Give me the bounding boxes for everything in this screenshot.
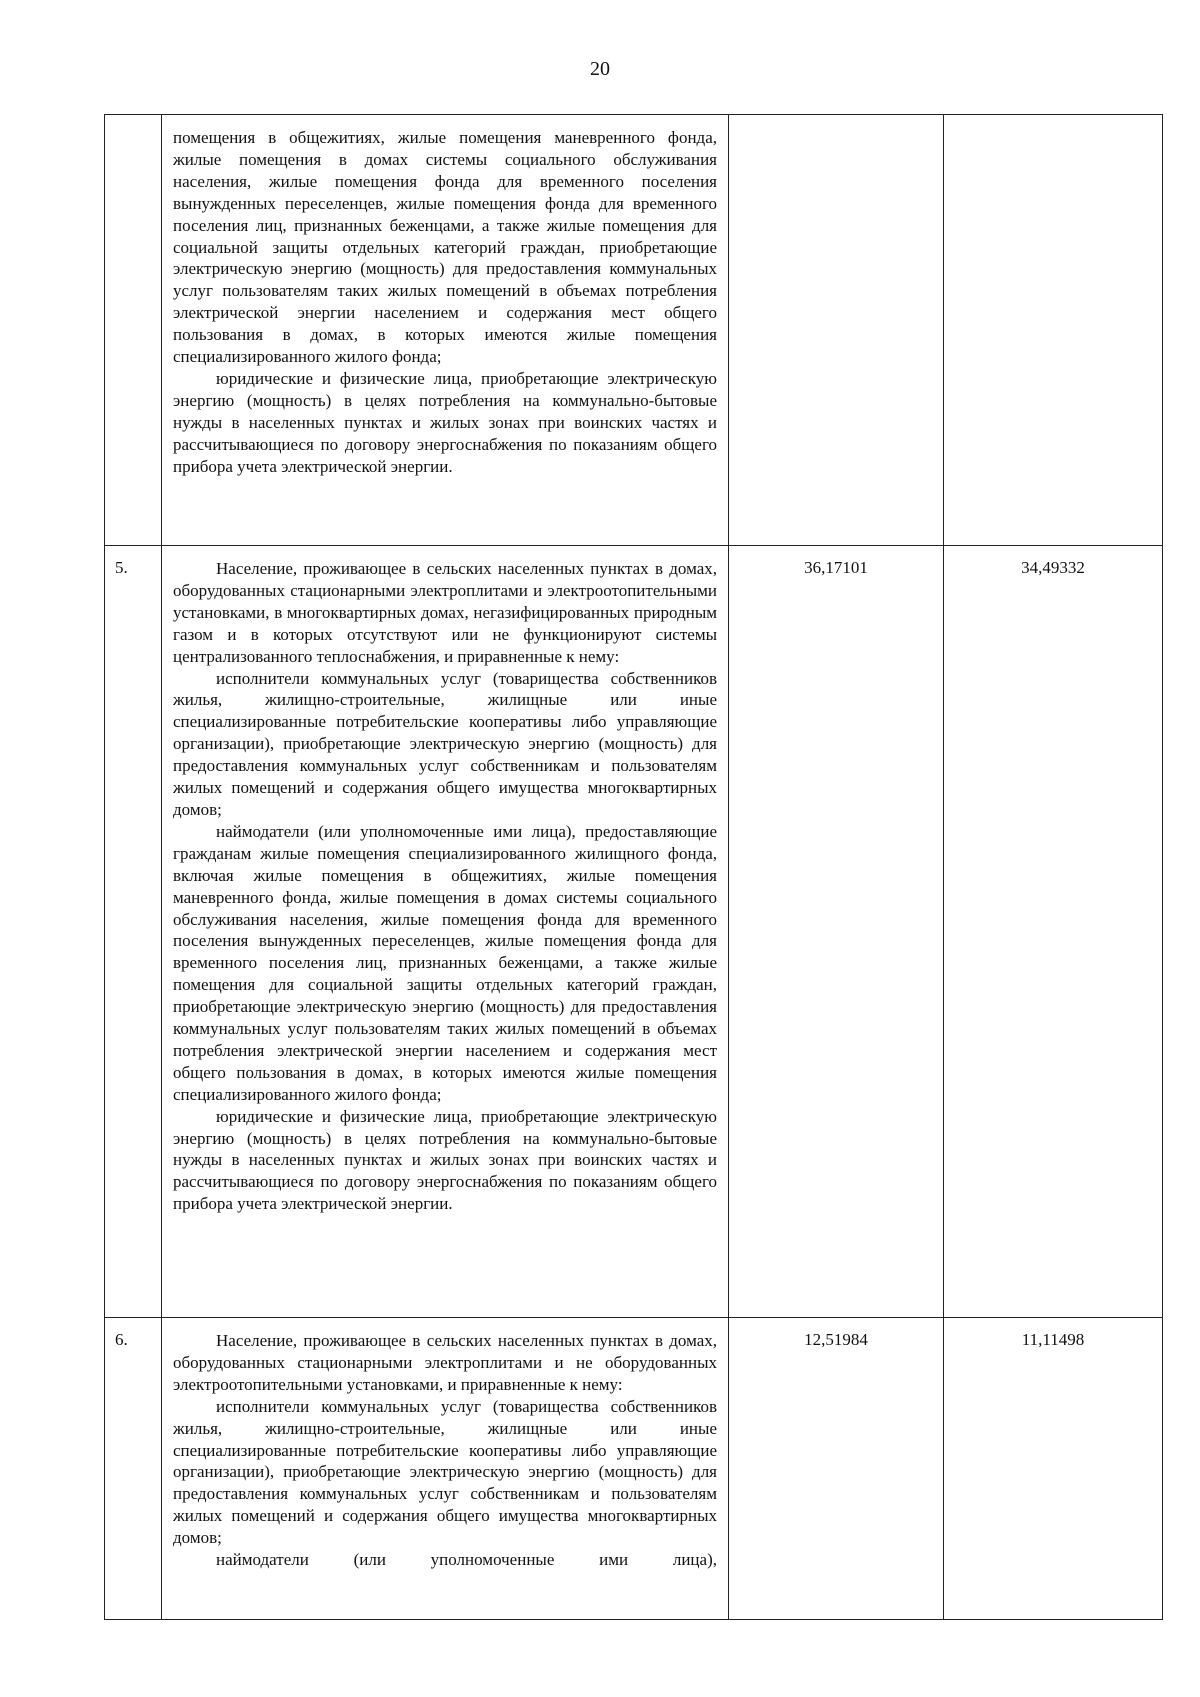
row-number-cell: 5. [105, 546, 162, 1318]
table-row [105, 1318, 1163, 1620]
table-row [105, 115, 1163, 546]
tariff-value-1 [729, 115, 944, 546]
description-cell [162, 546, 729, 1318]
tariff-value-2: 11,11498 [944, 1318, 1163, 1620]
description-paragraph: помещения в общежитиях, жилые помещения маневренного фонда, жилые помещения в домах системы социального обслуживания населения, жилые помещения фонда для временного поселения вынужденных переселенцев, жилые помещения фонда для временного поселения лиц, признанных беженцами, а также жилые помещения для социальной защиты отдельных категорий граждан, приобретающие электрическую энергию (мощность) для предоставления коммунальных услуг пользователям таких жилых помещений в объемах потребления электрической энергии населением и содержания мест общего пользования в домах, в которых имеются жилые помещения специализированного жилого фонда; [173, 128, 717, 367]
description-paragraph: юридические и физические лица, приобретающие электрическую энергию (мощность) в целях потребления на коммунально-бытовые нужды в населенных пунктах и жилых зонах при воинских частях и рассчитывающиеся по договору энергоснабжения по показаниям общего прибора учета электрической энергии. [173, 1106, 717, 1214]
tariff-value-2 [944, 115, 1163, 546]
description-paragraph: наймодатели (или уполномоченные ими лица), предоставляющие гражданам жилые помещения специализированного жилищного фонда, включая жилые помещения в общежитиях, жилые помещения маневренного фонда, жилые помещения в домах системы социального обслуживания населения, жилые помещения фонда для временного поселения вынужденных переселенцев, жилые помещения фонда для временного поселения лиц, признанных беженцами, а также жилые помещения для социальной защиты отдельных категорий граждан, приобретающие электрическую энергию (мощность) для предоставления коммунальных услуг пользователям таких жилых помещений в объемах потребления электрической энергии населением и содержания мест общего пользования в домах, в которых имеются жилые помещения специализированного жилого фонда; [173, 821, 717, 1104]
description-paragraph: исполнители коммунальных услуг (товарищества собственников жилья, жилищно-строительные, жилищные или иные специализированные потребительские кооперативы либо управляющие организации), приобретающие электрическую энергию (мощность) для предоставления коммунальных услуг собственникам и пользователям жилых помещений и содержания общего имущества многоквартирных домов; [173, 668, 717, 819]
description-paragraph: Население, проживающее в сельских населенных пунктах в домах, оборудованных стационарными электроплитами и электроотопительными установками, в многоквартирных домах, негазифицированных природным газом и в которых отсутствуют или не функционируют системы централизованного теплоснабжения, и приравненные к нему: [173, 559, 717, 666]
table-row [105, 546, 1163, 1318]
description-paragraph: наймодатели (или уполномоченные ими лица), [216, 1550, 717, 1570]
description-paragraph: Население, проживающее в сельских населенных пунктах в домах, оборудованных стационарными электроплитами и не оборудованных электроотопительными установками, и приравненные к нему: [173, 1331, 717, 1394]
description-cell [162, 1318, 729, 1620]
description-cell [162, 115, 729, 546]
description-paragraph: юридические и физические лица, приобретающие электрическую энергию (мощность) в целях потребления на коммунально-бытовые нужды в населенных пунктах и жилых зонах при воинских частях и рассчитывающиеся по договору энергоснабжения по показаниям общего прибора учета электрической энергии. [173, 368, 717, 476]
row-number-cell: 6. [105, 1318, 162, 1620]
tariff-value-2: 34,49332 [944, 546, 1163, 1318]
description-paragraph: исполнители коммунальных услуг (товарищества собственников жилья, жилищно-строительные, жилищные или иные специализированные потребительские кооперативы либо управляющие организации), приобретающие электрическую энергию (мощность) для предоставления коммунальных услуг собственникам и пользователям жилых помещений и содержания общего имущества многоквартирных домов; [173, 1396, 717, 1548]
tariff-table [104, 114, 1163, 1620]
row-number-cell [105, 115, 162, 546]
tariff-value-1: 12,51984 [729, 1318, 944, 1620]
tariff-value-1: 36,17101 [729, 546, 944, 1318]
page-number: 20 [590, 58, 610, 80]
